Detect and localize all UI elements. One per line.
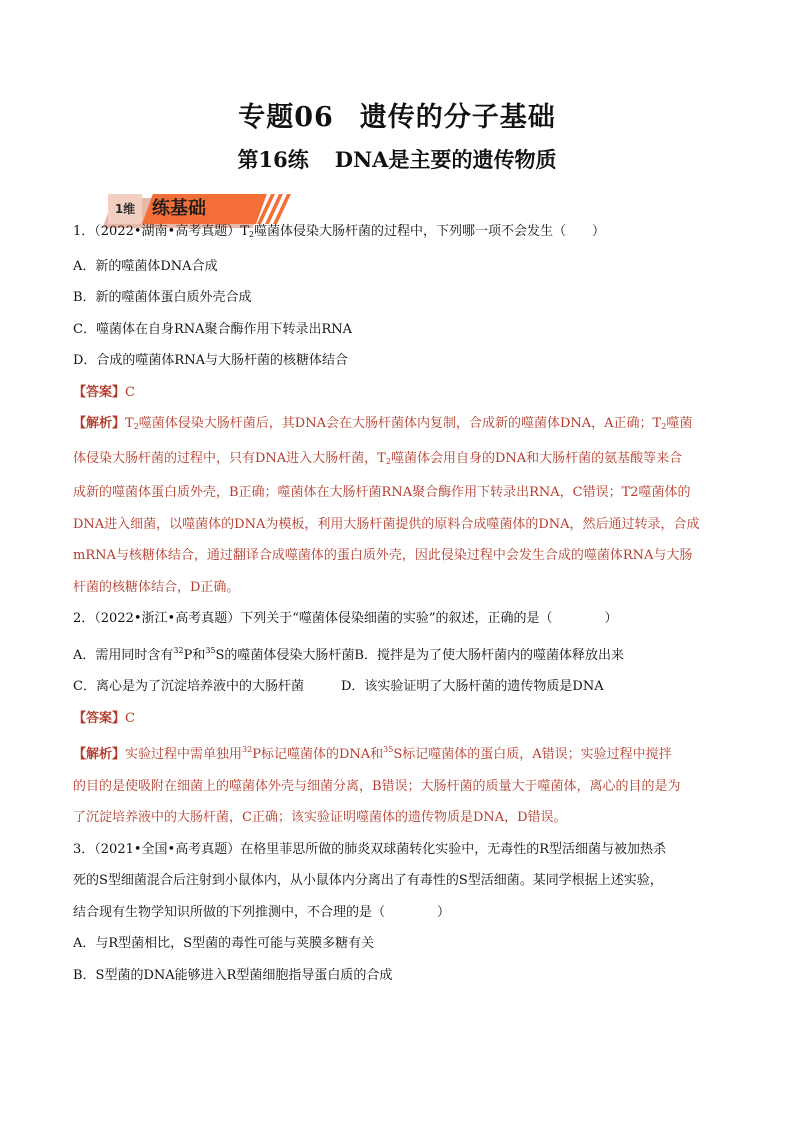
option-a: A．新的噬菌体DNA合成: [73, 258, 218, 274]
option-c: C．噬菌体在自身RNA聚合酶作用下转录出RNA: [73, 321, 353, 337]
option-b: B．新的噬菌体蛋白质外壳合成: [73, 290, 252, 305]
question-1: [73, 216, 723, 603]
answer: 【答案】C: [73, 710, 135, 726]
lesson-number: 第16练: [237, 147, 309, 172]
question-2: [73, 603, 723, 834]
question-stem: 3．（2021•全国•高考真题）在格里菲思所做的肺炎双球菌转化实验中，无毒性的R型活细菌与被加热杀: [73, 841, 666, 857]
option-row: [73, 635, 723, 672]
question-stem: 2．（2022•浙江•高考真题）下列关于“噬菌体侵染细菌的实验”的叙述，正确的是（ ）: [73, 611, 618, 626]
question-stem: 1．（2022•湖南•高考真题）$T_2$噬菌体侵染大肠杆菌的过程中，下列哪一项不会发生（ ）: [73, 224, 605, 239]
section-level-tag: 1维: [108, 194, 142, 224]
option-b: B．S型菌的DNA能够进入R型菌细胞指导蛋白质的合成: [73, 967, 393, 983]
question-stem: 结合现有生物学知识所做的下列推测中，不合理的是（ ）: [73, 904, 451, 920]
analysis: 【解析】$T_2$噬菌体侵染大肠杆菌后，其DNA会在大肠杆菌体内复制，合成新的噬菌体DNA，A正确；$T_2$噬菌 体侵染大肠杆菌的过程中，只有DNA进入大肠杆菌，$T_2$噬菌体会用自身的DNA和大肠杆菌的氨基酸等来合 成新的噬菌体蛋白质外壳，B正确；噬菌体在大肠杆菌RNA聚合酶作用下转录出RNA，C错误；T2噬菌体的 DNA进入细菌，以噬菌体的DNA为模板，利用大肠杆菌提供的原料合成噬菌体的DNA，然后通过转录，合成 mRNA与核糖体结合，通过翻译合成噬菌体的蛋白质外壳，因此侵染过程中会发生合成的噬菌体RNA与大肠 杆菌的核糖体结合，D正确。: [73, 416, 700, 595]
option-b: B．搅拌是为了使大肠杆菌内的噬菌体释放出来: [354, 647, 624, 663]
lesson-name: DNA是主要的遗传物质: [334, 147, 557, 172]
chapter-number: 专题06: [238, 102, 334, 133]
analysis: 【解析】实验过程中需单独用$^{32}$P标记噬菌体的DNA和$^{35}$S标记噬菌体的蛋白质，A错误；实验过程中搅拌 的目的是使吸附在细菌上的噬菌体外壳与细菌分离，B错误；大肠杆菌的质量大于噬菌体，离心的目的是为 了沉淀培养液中的大肠杆菌，C正确；该实验证明噬菌体的遗传物质是DNA，D错误。: [73, 745, 681, 825]
lesson-title: [0, 144, 794, 174]
option-d: D．该实验证明了大肠杆菌的遗传物质是DNA: [341, 679, 604, 694]
chapter-title: [0, 95, 794, 134]
option-a: A．与R型菌相比，S型菌的毒性可能与荚膜多糖有关: [73, 936, 375, 951]
question-stem: 死的S型细菌混合后注射到小鼠体内，从小鼠体内分离出了有毒性的S型活细菌。某同学根据上述实验，: [73, 873, 663, 888]
answer: 【答案】C: [73, 384, 135, 400]
section-label: 练基础: [152, 198, 206, 219]
option-a: A．需用同时含有$^{32}$P和$^{35}$S的噬菌体侵染大肠杆菌: [73, 645, 355, 663]
option-row: [73, 671, 723, 703]
option-c: C．离心是为了沉淀培养液中的大肠杆菌: [73, 679, 304, 694]
question-3: [73, 834, 723, 992]
option-d: D．合成的噬菌体RNA与大肠杆菌的核糖体结合: [73, 353, 348, 368]
question-list: [73, 216, 723, 991]
chapter-name: 遗传的分子基础: [359, 102, 556, 133]
